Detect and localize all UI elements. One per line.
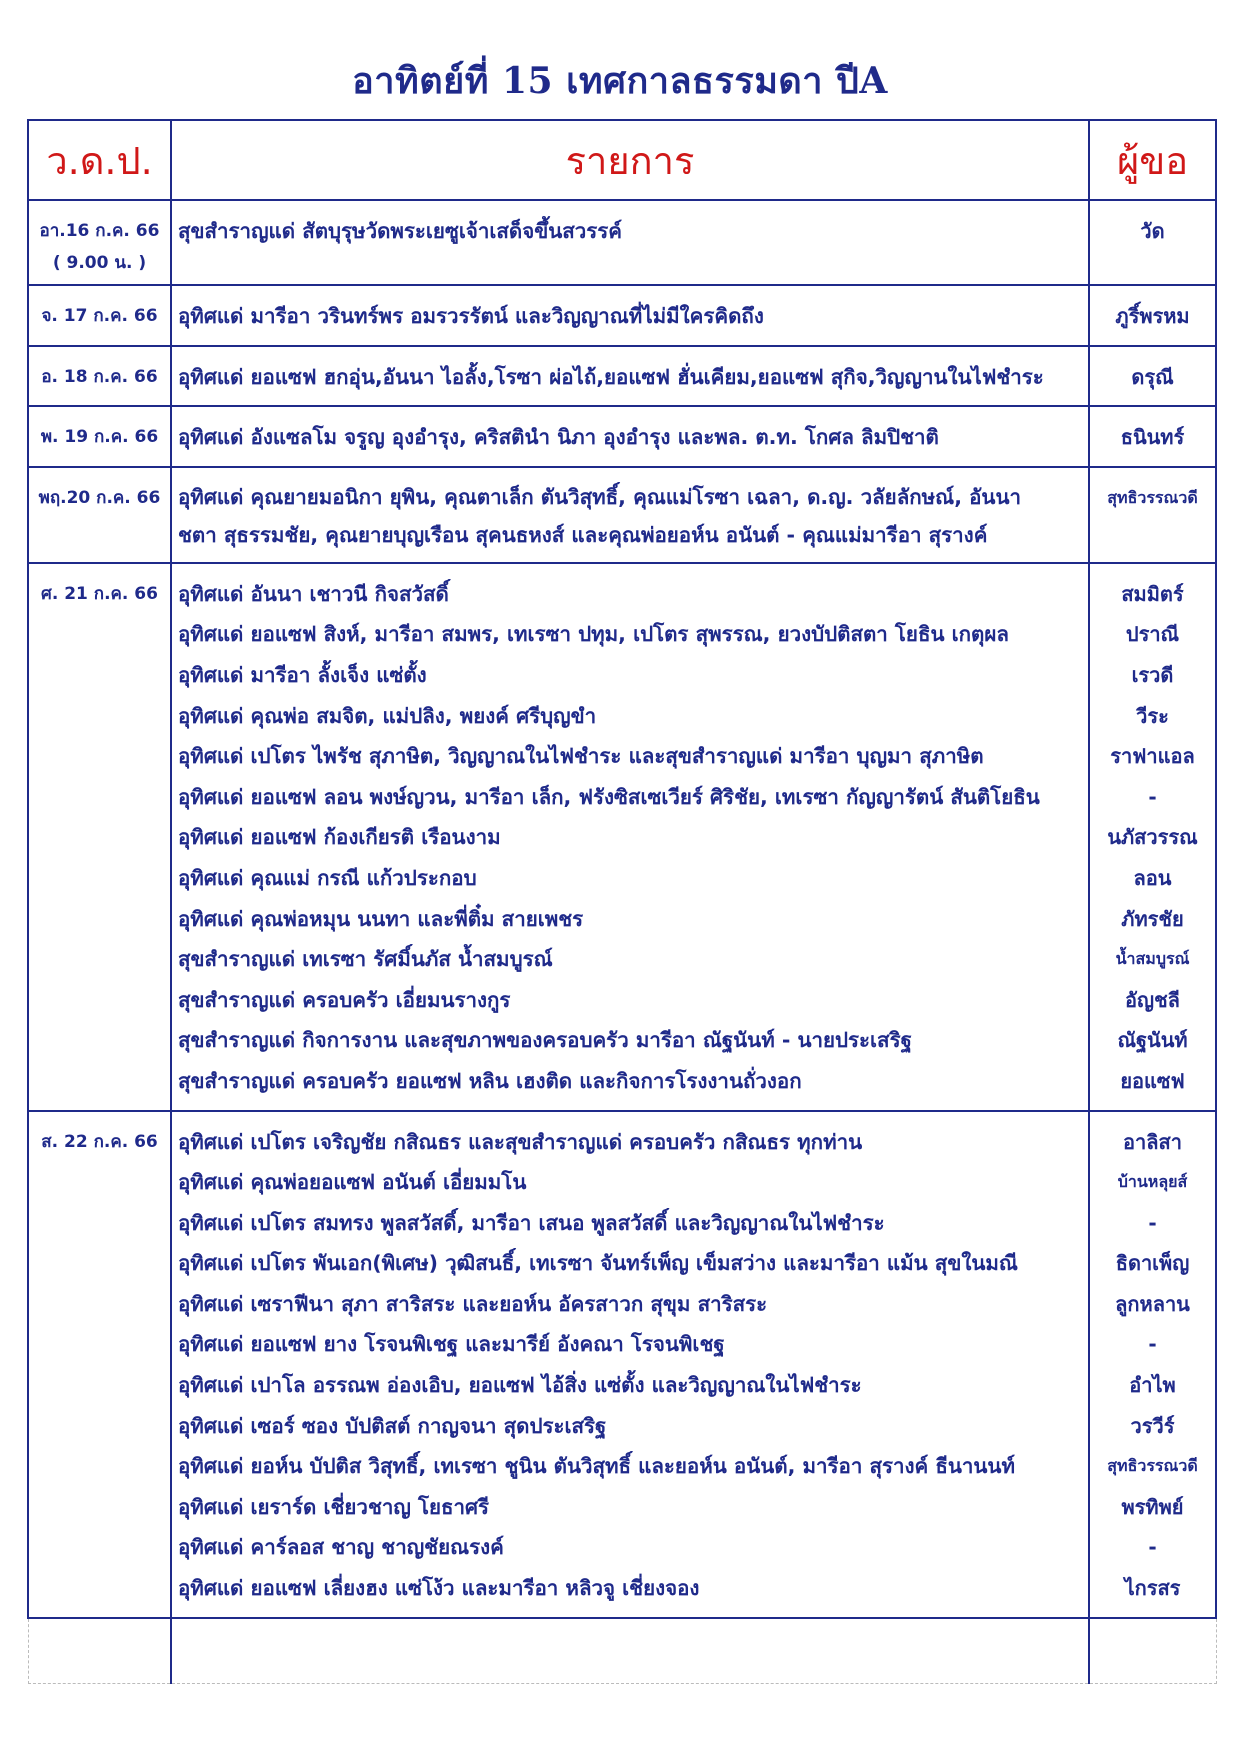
requester-name: ภูริ์พรหม [1115,304,1190,328]
date-text: ศ. 21 ก.ค. 66 [41,583,158,604]
requester-name: บ้านหลุยส์ [1117,1172,1188,1192]
intention-text: สุขสำราญแด่ ครอบครัว เอี่ยมนรางกูร [178,987,511,1012]
page-title: อาทิตย์ที่ 15 เทศกาลธรรมดา ปีA [352,60,888,102]
intention-text: อุทิศแด่ เซอร์ ซอง บัปติสต์ กาญจนา สุดประเสริฐ [178,1413,607,1438]
requester-name: อัญชลี [1125,987,1180,1012]
requester-name: สุทธิวรรณวดี [1107,1456,1198,1476]
requester-name: ธิดาเพ็ญ [1115,1251,1190,1276]
row-items [171,1111,1089,1618]
requester-name: วีระ [1136,703,1169,728]
requester-name: สมมิตร์ [1121,581,1184,606]
intention-text: อุทิศแด่ เซราฟีนา สุภา สาริสระ และยอห์น อัครสาวก สุขุม สาริสระ [178,1291,768,1316]
requester-name: - [1148,1210,1157,1235]
table-row [28,467,1216,563]
intention-text: สุขสำราญแด่ เทเรซา รัศมิ์นภัส น้ำสมบูรณ์ [178,947,553,972]
requester-name: ลูกหลาน [1115,1291,1190,1316]
date-text: ส. 22 ก.ค. 66 [41,1131,158,1152]
row-date [28,563,171,1111]
intention-text: อุทิศแด่ เปโตร เจริญชัย กสิณธร และสุขสำราญแด่ ครอบครัว กสิณธร ทุกท่าน [178,1129,863,1154]
intention-text: ชตา สุธรรมชัย, คุณยายบุญเรือน สุคนธหงส์ และคุณพ่อยอห์น อนันต์ - คุณแม่มารีอา สุรางค์ [178,522,988,547]
header-date: ว.ด.ป. [28,120,171,200]
requester-name: - [1148,1332,1157,1357]
intention-text: อุทิศแด่ คุณยายมอนิกา ยุพิน, คุณตาเล็ก ตันวิสุทธิ์, คุณแม่โรซา เฉลา, ด.ญ. วลัยลักษณ์, อันนา [178,484,1021,509]
intention-text: อุทิศแด่ เยราร์ด เชี่ยวชาญ โยธาศรี [178,1494,490,1519]
intention-text: อุทิศแด่ ยอแซฟ เลี่ยงฮง แซ่โง้ว และมารีอา หลิวจู เชี่ยงจอง [178,1576,700,1601]
date-text: จ. 17 ก.ค. 66 [41,306,158,326]
row-items [171,406,1089,467]
row-date [28,1111,171,1618]
intention-text: สุขสำราญแด่ กิจการงาน และสุขภาพของครอบครัว มารีอา ณัฐนันท์ - นายประเสริฐ [178,1028,912,1053]
empty-cell [28,1618,171,1684]
row-items [171,285,1089,346]
requester-name: - [1148,1535,1157,1560]
row-date [28,346,171,407]
requester-name: น้ำสมบูรณ์ [1115,949,1190,969]
date-text: อา.16 ก.ค. 66 [39,221,160,241]
intention-text: อุทิศแด่ ยอห์น บัปติส วิสุทธิ์, เทเรซา ชูนิน ตันวิสุทธิ์ และยอห์น อนันต์, มารีอา สุรางค์ ธีนานนท์ [178,1454,1015,1479]
row-requesters [1089,285,1216,346]
requester-name: ปราณี [1125,622,1180,647]
intention-text: สุขสำราญแด่ ครอบครัว ยอแซฟ หลิน เฮงติด และกิจการโรงงานถั่วงอก [178,1068,802,1093]
row-requesters [1089,346,1216,407]
intention-text: อุทิศแด่ เปาโล อรรณพ อ่องเอิบ, ยอแซฟ ไอ้สิ่ง แซ่ตั้ง และวิญญาณในไฟชำระ [178,1373,862,1398]
header-items: รายการ [171,120,1089,200]
intention-text: อุทิศแด่ ยอแซฟ สิงห์, มารีอา สมพร, เทเรซา ปทุม, เปโตร สุพรรณ, ยวงบัปติสตา โยธิน เกตุผล [178,622,1009,647]
requester-name: ธนินทร์ [1120,425,1185,450]
intention-text: อุทิศแด่ มารีอา วรินทร์พร อมรวรรัตน์ และวิญญาณที่ไม่มีใครคิดถึง [178,304,764,328]
intention-text: อุทิศแด่ คุณพ่อหมุน นนทา และพี่ติ๋ม สายเพชร [178,906,584,931]
requester-name: อำไพ [1129,1373,1176,1398]
requester-name: ลอน [1133,865,1172,890]
date-text: อ. 18 ก.ค. 66 [41,366,158,387]
intention-text: อุทิศแด่ คาร์ลอส ชาญ ชาญชัยณรงค์ [178,1535,504,1560]
row-requesters [1089,406,1216,467]
row-date [28,200,171,285]
table-row [28,563,1216,1111]
intention-text: สุขสำราญแด่ สัตบุรุษวัดพระเยซูเจ้าเสด็จขึ้นสวรรค์ [178,219,623,243]
mass-intentions-table [27,119,1217,1684]
requester-name: ภัทรชัย [1121,906,1184,931]
date-text: พฤ.20 ก.ค. 66 [38,487,161,508]
requester-name: เรวดี [1131,662,1174,687]
intention-text: อุทิศแด่ เปโตร สมทรง พูลสวัสดิ์, มารีอา เสนอ พูลสวัสดิ์ และวิญญาณในไฟชำระ [178,1210,885,1235]
intention-text: อุทิศแด่ เปโตร พันเอก(พิเศษ) วุฒิสนธิ์, เทเรซา จันทร์เพ็ญ เข็มสว่าง และมารีอา แม้น สุขในมณี [178,1251,1018,1276]
intention-text: อุทิศแด่ ยอแซฟ ก้องเกียรติ เรือนงาม [178,825,501,850]
table-row [28,346,1216,407]
row-requesters [1089,200,1216,285]
intention-text: อุทิศแด่ ยอแซฟ ฮกอุ่น,อันนา ไอลั้ง,โรซา ผ่อไถ้,ยอแซฟ ฮั่นเคียม,ยอแซฟ สุกิจ,วิญญานในไฟชำระ [178,364,1044,389]
requester-name: ราฟาแอล [1110,744,1195,769]
requester-name: ไกรสร [1124,1576,1181,1601]
requester-name: ยอแซฟ [1120,1068,1185,1093]
intention-text: อุทิศแด่ อังแซลโม จรูญ อุงอำรุง, คริสตินํา นิภา อุงอำรุง และพล. ต.ท. โกศล ลิมปิชาติ [178,425,939,450]
empty-row [28,1618,1216,1684]
row-date [28,467,171,563]
row-requesters [1089,563,1216,1111]
intention-text: อุทิศแด่ อันนา เชาวนี กิจสวัสดิ์ [178,581,449,606]
table-row [28,1111,1216,1618]
table-header-row [28,120,1216,200]
intention-text: อุทิศแด่ ยอแซฟ ลอน พงษ์ญวน, มารีอา เล็ก, ฟรังซิสเซเวียร์ ศิริชัย, เทเรซา กัญญารัตน์ สันติโยธิน [178,784,1040,809]
intention-text: อุทิศแด่ คุณแม่ กรณี แก้วประกอบ [178,865,477,890]
row-items [171,467,1089,563]
requester-name: สุทธิวรรณวดี [1107,487,1198,507]
row-date [28,406,171,467]
requester-name: วัด [1140,219,1165,243]
empty-cell [171,1618,1089,1684]
time-text: ( 9.00 น. ) [52,253,147,273]
requester-name: นภัสวรรณ [1107,825,1198,850]
row-items [171,200,1089,285]
requester-name: ดรุณี [1131,364,1174,389]
row-requesters [1089,467,1216,563]
intention-text: อุทิศแด่ คุณพ่อยอแซฟ อนันต์ เอี่ยมมโน [178,1170,527,1195]
requester-name: พรทิพย์ [1121,1494,1184,1519]
row-requesters [1089,1111,1216,1618]
requester-name: - [1148,784,1157,809]
intention-text: อุทิศแด่ คุณพ่อ สมจิต, แม่ปลิง, พยงค์ ศรีบุญขำ [178,703,597,728]
row-items [171,346,1089,407]
row-items [171,563,1089,1111]
requester-name: อาลิสา [1123,1129,1182,1154]
empty-cell [1089,1618,1216,1684]
date-text: พ. 19 ก.ค. 66 [40,427,159,448]
table-row [28,285,1216,346]
table-row [28,406,1216,467]
intention-text: อุทิศแด่ มารีอา ลั้งเจ็ง แซ่ตั้ง [178,662,427,687]
header-requester: ผู้ขอ [1089,120,1216,200]
requester-name: ณัฐนันท์ [1117,1028,1188,1053]
intention-text: อุทิศแด่ เปโตร ไพรัช สุภาษิต, วิญญาณในไฟชำระ และสุขสำราญแด่ มารีอา บุญมา สุภาษิต [178,744,984,769]
requester-name: วรวีร์ [1130,1413,1175,1438]
intention-text: อุทิศแด่ ยอแซฟ ยาง โรจนพิเชฐ และมารีย์ อังคณา โรจนพิเชฐ [178,1332,725,1357]
table-row [28,200,1216,285]
row-date [28,285,171,346]
